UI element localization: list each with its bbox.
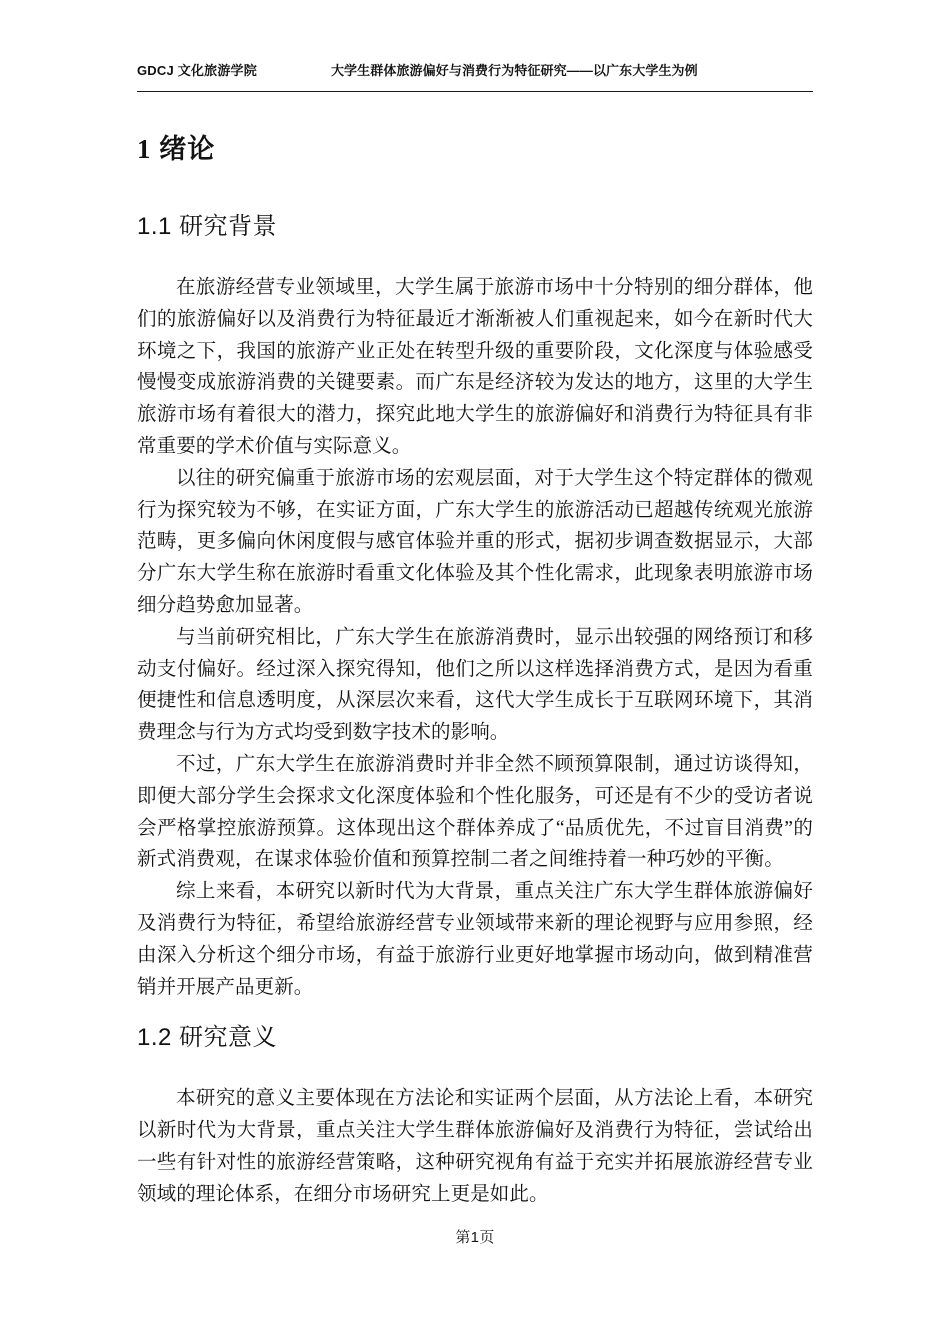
spacer <box>137 166 813 212</box>
paragraph: 与当前研究相比，广东大学生在旅游消费时，显示出较强的网络预订和移动支付偏好。经过深入探究得知，他们之所以这样选择消费方式，是因为看重便捷性和信息透明度，从深层次来看，这代大学生成长于互联网环境下，其消费理念与行为方式均受到数字技术的影响。 <box>137 626 813 744</box>
paragraph: 综上来看，本研究以新时代为大背景，重点关注广东大学生群体旅游偏好及消费行为特征，希望给旅游经营专业领域带来新的理论视野与应用参照，经由深入分析这个细分市场，有益于旅游行业更好地掌握市场动向，做到精准营销并开展产品更新。 <box>137 881 813 998</box>
header-institution-label: GDCJ 文化旅游学院 <box>137 63 257 78</box>
section-heading-1-1: 1.1 研究背景 <box>137 213 278 240</box>
section-heading-1-2: 1.2 研究意义 <box>137 1024 278 1052</box>
chapter-heading: 1 绪论 <box>137 134 216 164</box>
paragraph: 本研究的意义主要体现在方法论和实证两个层面，从方法论上看，本研究以新时代为大背景，重点关注大学生群体旅游偏好及消费行为特征，尝试给出一些有针对性的旅游经营策略，这种研究视角有益于充实并拓展旅游经营专业领域的理论体系，在细分市场研究上更是如此。 <box>137 1088 813 1205</box>
header-thesis-title: 大学生群体旅游偏好与消费行为特征研究——以广东大学生为例 <box>330 63 698 78</box>
spacer <box>137 1053 813 1083</box>
paragraph: 不过，广东大学生在旅游消费时并非全然不顾预算限制，通过访谈得知，即便大部分学生会探求文化深度体验和个性化服务，可还是有不少的受访者说会严格掌控旅游预算。这体现出这个群体养成了“品质优先，不过盲目消费”的新式消费观，在谋求体验价值和预算控制二者之间维持着一种巧妙的平衡。 <box>137 753 813 871</box>
spacer <box>137 242 813 272</box>
page-footer <box>0 1226 950 1247</box>
paragraph: 以往的研究偏重于旅游市场的宏观层面，对于大学生这个特定群体的微观行为探究较为不够，在实证方面，广东大学生的旅游活动已超越传统观光旅游范畴，更多偏向休闲度假与感官体验并重的形式，据初步调查数据显示，大部分广东大学生称在旅游时看重文化体验及其个性化需求，此现象表明旅游市场细分趋势愈加显著。 <box>137 467 813 616</box>
paragraph: 在旅游经营专业领域里，大学生属于旅游市场中十分特别的细分群体，他们的旅游偏好以及消费行为特征最近才渐渐被人们重视起来，如今在新时代大环境之下，我国的旅游产业正处在转型升级的重要阶段，文化深度与体验感受慢慢变成旅游消费的关键要素。而广东是经济较为发达的地方，这里的大学生旅游市场有着很大的潜力，探究此地大学生的旅游偏好和消费行为特征具有非常重要的学术价值与实际意义。 <box>137 277 813 457</box>
page-content <box>137 132 813 1211</box>
page-header <box>137 62 813 92</box>
spacer <box>137 1003 813 1023</box>
page-number-label: 第1页 <box>455 1229 495 1246</box>
